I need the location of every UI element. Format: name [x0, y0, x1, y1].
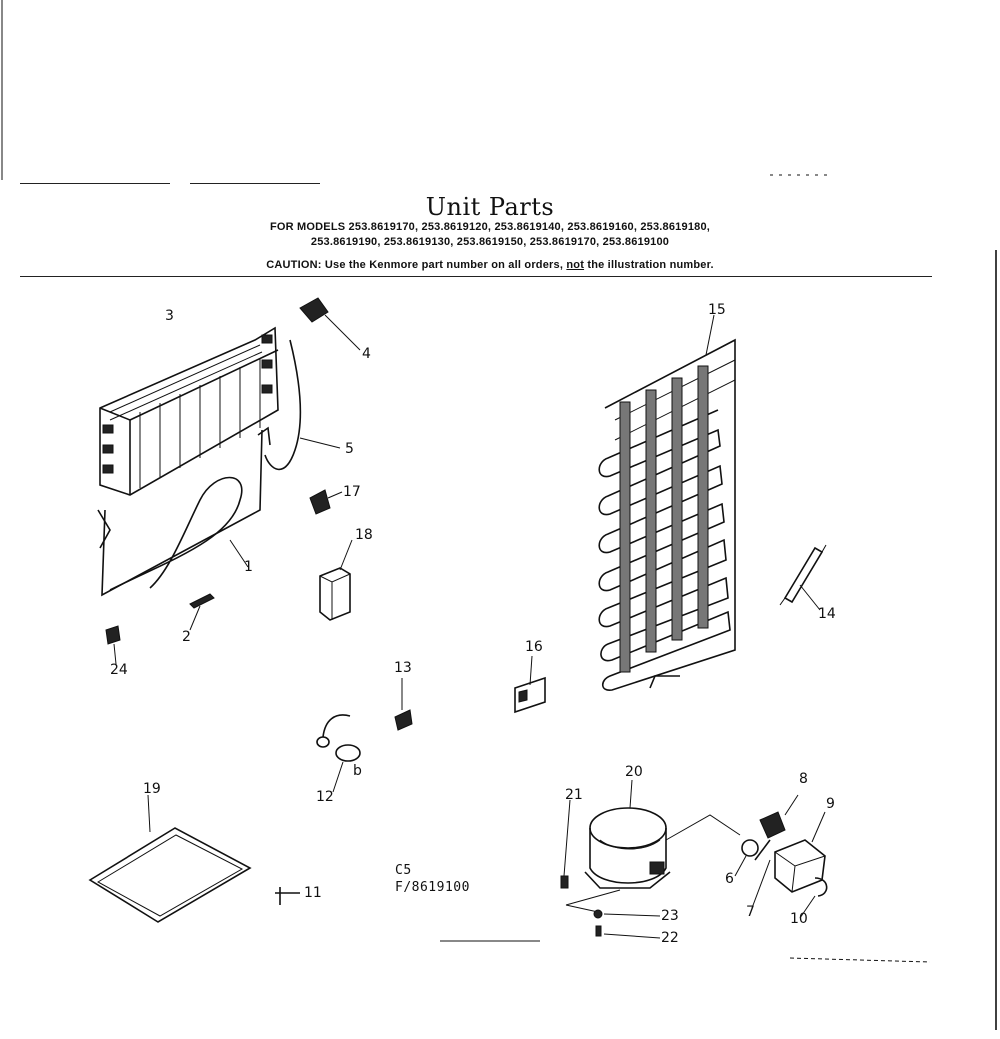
part-8-relay — [760, 795, 798, 838]
part-23-grommet — [594, 910, 660, 918]
callout-16: 16 — [525, 639, 543, 655]
callout-19: 19 — [143, 781, 161, 797]
callout-18: 18 — [355, 527, 373, 543]
callout-2: 2 — [182, 629, 191, 645]
part-24-clip — [106, 626, 120, 664]
callout-4: 4 — [362, 346, 371, 362]
callout-9: 9 — [826, 796, 835, 812]
callout-17: 17 — [343, 484, 361, 500]
callout-7: 7 — [746, 904, 755, 920]
part-14-drier — [780, 545, 826, 610]
part-7-clip — [752, 840, 770, 908]
part-3-condenser — [100, 328, 278, 495]
models-list-line-2: 253.8619190, 253.8619130, 253.8619150, 253.8619170, 253.8619100 — [310, 236, 670, 248]
part-2-clip — [190, 594, 214, 630]
callout-12-b: b — [353, 763, 362, 779]
callout-3: 3 — [165, 308, 174, 324]
part-20-compressor — [585, 780, 740, 888]
caution-text-b: the illustration number. — [587, 259, 714, 271]
part-16-bracket — [515, 656, 545, 712]
scan-edge-marks — [2, 0, 996, 1030]
callout-13: 13 — [394, 660, 412, 676]
page-title: Unit Parts — [425, 193, 555, 221]
callout-20: 20 — [625, 764, 643, 780]
callout-11: 11 — [304, 885, 322, 901]
callout-5: 5 — [345, 441, 354, 457]
part-15-coil — [599, 315, 735, 690]
part-17-bracket — [310, 490, 342, 514]
callout-14: 14 — [818, 606, 836, 622]
callout-8: 8 — [799, 771, 808, 787]
part-4-fitting — [300, 298, 360, 350]
part-13-screw — [395, 678, 412, 730]
callout-12: 12 — [316, 789, 334, 805]
callout-15: 15 — [708, 302, 726, 318]
models-list-line-1: FOR MODELS 253.8619170, 253.8619120, 253.8619140, 253.8619160, 253.8619180, — [269, 221, 711, 233]
caution-label: CAUTION: — [266, 259, 322, 271]
callout-21: 21 — [565, 787, 583, 803]
reference-code-line-2: F/8619100 — [395, 880, 470, 895]
reference-code-line-1: C5 — [395, 863, 412, 878]
part-11-screw — [275, 887, 300, 905]
part-22-screw — [596, 926, 660, 938]
callout-10: 10 — [790, 911, 808, 927]
part-18-relay — [320, 540, 352, 620]
caution-text-a: Use the Kenmore part number on all orders, — [324, 259, 564, 271]
callout-1: 1 — [244, 559, 253, 575]
callout-22: 22 — [661, 930, 679, 946]
part-6-overload — [735, 840, 758, 876]
callout-23: 23 — [661, 908, 679, 924]
part-19-drain-pan — [90, 795, 250, 922]
part-12-harness — [317, 715, 360, 792]
callout-24: 24 — [110, 662, 128, 678]
caution-not: not — [566, 259, 585, 271]
callout-6: 6 — [725, 871, 734, 887]
